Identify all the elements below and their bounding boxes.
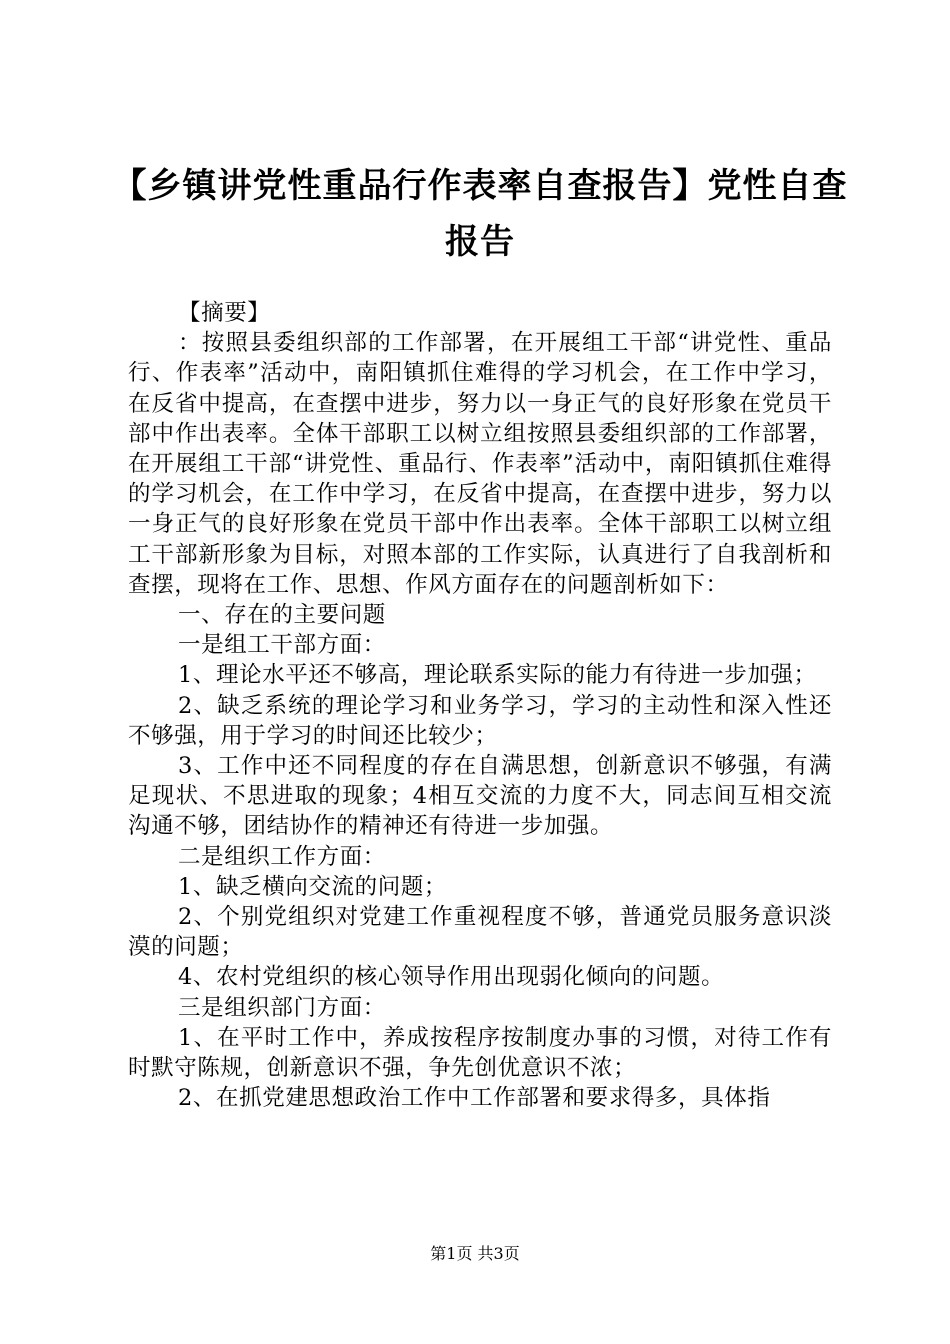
paragraph: 1、缺乏横向交流的问题； [178,873,448,900]
paragraph: 2、缺乏系统的理论学习和业务学习，学习的主动性和深入性还不够强，用于学习的时间还比较少； [128,692,832,749]
page-footer: 第1页 共3页 [430,1244,520,1263]
paragraph: 1、理论水平还不够高，理论联系实际的能力有待进一步加强； [178,662,817,689]
paragraph: 3、工作中还不同程度的存在自满思想，创新意识不够强，有满足现状、不思进取的现象；4相互交流的力度不大，同志间互相交流沟通不够，团结协作的精神还有待进一步加强。 [128,753,832,840]
document-title: 【乡镇讲党性重品行作表率自查报告】党性自查报告 [112,166,848,262]
paragraph: 4、农村党组织的核心领导作用出现弱化倾向的问题。 [178,964,725,991]
document-body [128,298,832,1113]
paragraph-abstract-label: 【摘要】 [178,300,271,326]
paragraph: 1、在平时工作中，养成按程序按制度办事的习惯，对待工作有时默守陈规，创新意识不强，争先创优意识不浓； [128,1024,832,1082]
paragraph-subheading-2: 二是组织工作方面： [178,843,386,870]
paragraph: 2、个别党组织对党建工作重视程度不够，普通党员服务意识淡漠的问题； [128,904,832,961]
paragraph-subheading-1: 一是组工干部方面： [178,632,386,659]
paragraph-section-heading: 一、存在的主要问题 [178,602,386,629]
paragraph-subheading-3: 三是组织部门方面： [178,994,386,1021]
paragraph: 2、在抓党建思想政治工作中工作部署和要求得多，具体指 [178,1085,771,1112]
paragraph-abstract-text: ：按照县委组织部的工作部署，在开展组工干部“讲党性、重品行、作表率”活动中，南阳镇抓住难得的学习机会，在工作中学习，在反省中提高，在查摆中进步，努力以一身正气的良好形象在党员干部中作出表率。全体干部职工以树立组按照县委组织部的工作部署，在开展组工干部“讲党性、重品行、作表率”活动中，南阳镇抓住难得的学习机会，在工作中学习，在反省中提高，在查摆中进步，努力以一身正气的良好形象在党员干部中作出表率。全体干部职工以树立组工干部新形象为目标，对照本部的工作实际，认真进行了自我剖析和查摆，现将在工作、思想、作风方面存在的问题剖析如下： [128,330,832,598]
